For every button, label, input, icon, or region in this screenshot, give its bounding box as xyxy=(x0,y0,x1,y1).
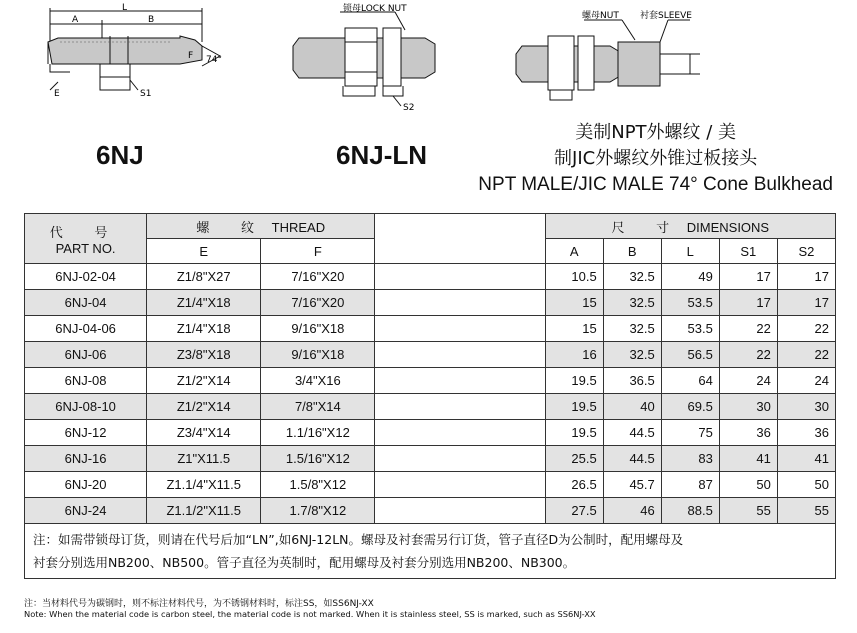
lock-nut-label: 锁母LOCK NUT xyxy=(343,4,407,14)
cell-s1: 50 xyxy=(719,472,777,498)
title-cn-line1: 美制NPT外螺纹 / 美 xyxy=(575,122,737,143)
table-row xyxy=(25,290,836,316)
cell-l: 56.5 xyxy=(661,342,719,368)
footnote-en: Note: When the material code is carbon steel, the material code is not marked. When it is stainless steel, SS is marked, such as SS6NJ-XX xyxy=(24,609,596,619)
table-row xyxy=(25,472,836,498)
cell-e: Z1/4"X18 xyxy=(147,290,261,316)
cell-e: Z1/2"X14 xyxy=(147,394,261,420)
cell-e: Z3/4"X14 xyxy=(147,420,261,446)
cell-blank xyxy=(375,394,545,420)
cell-blank xyxy=(375,264,545,290)
cell-b: 36.5 xyxy=(603,368,661,394)
cell-blank xyxy=(375,368,545,394)
label-s2: S2 xyxy=(403,103,415,113)
cell-blank xyxy=(375,446,545,472)
cell-s1: 22 xyxy=(719,342,777,368)
cell-blank xyxy=(375,316,545,342)
cell-f: 7/16"X20 xyxy=(261,264,375,290)
cell-e: Z1.1/2"X11.5 xyxy=(147,498,261,524)
table-row xyxy=(25,368,836,394)
col-header-b: B xyxy=(603,239,661,264)
cell-e: Z1.1/4"X11.5 xyxy=(147,472,261,498)
cell-s2: 36 xyxy=(777,420,835,446)
cell-b: 32.5 xyxy=(603,316,661,342)
dim-b-label: B xyxy=(148,15,155,25)
cell-s2: 41 xyxy=(777,446,835,472)
model-6nj-ln: 6NJ-LN xyxy=(336,140,428,170)
label-s1: S1 xyxy=(140,89,152,99)
cell-e: Z3/8"X18 xyxy=(147,342,261,368)
cell-b: 32.5 xyxy=(603,290,661,316)
cell-s2: 22 xyxy=(777,342,835,368)
cell-s2: 24 xyxy=(777,368,835,394)
cell-part: 6NJ-04-06 xyxy=(25,316,147,342)
table-row xyxy=(25,264,836,290)
cell-e: Z1"X11.5 xyxy=(147,446,261,472)
cell-f: 9/16"X18 xyxy=(261,342,375,368)
cell-blank xyxy=(375,472,545,498)
product-title xyxy=(478,120,833,198)
table-row xyxy=(25,342,836,368)
label-f: F xyxy=(188,51,194,61)
cell-a: 27.5 xyxy=(545,498,603,524)
cell-s2: 55 xyxy=(777,498,835,524)
cell-s1: 36 xyxy=(719,420,777,446)
cell-b: 44.5 xyxy=(603,420,661,446)
cell-s1: 55 xyxy=(719,498,777,524)
cell-s2: 30 xyxy=(777,394,835,420)
cell-blank xyxy=(375,420,545,446)
cell-f: 1.5/16"X12 xyxy=(261,446,375,472)
cell-f: 9/16"X18 xyxy=(261,316,375,342)
part-no-header: 代 号 PART NO. xyxy=(25,214,147,264)
col-header-l: L xyxy=(661,239,719,264)
cell-f: 1.1/16"X12 xyxy=(261,420,375,446)
cell-e: Z1/4"X18 xyxy=(147,316,261,342)
table-row xyxy=(25,446,836,472)
col-header-f: F xyxy=(261,239,375,264)
cell-blank xyxy=(375,498,545,524)
cell-f: 3/4"X16 xyxy=(261,368,375,394)
label-e: E xyxy=(54,89,60,99)
cell-f: 1.5/8"X12 xyxy=(261,472,375,498)
cell-part: 6NJ-24 xyxy=(25,498,147,524)
spec-table xyxy=(24,213,836,579)
blank-column-header xyxy=(375,214,545,264)
cell-e: Z1/8"X27 xyxy=(147,264,261,290)
cell-s1: 17 xyxy=(719,264,777,290)
cell-blank xyxy=(375,290,545,316)
fitting-drawing-assembly xyxy=(510,2,710,114)
fitting-drawing-6nj-ln xyxy=(285,2,460,114)
cell-blank xyxy=(375,342,545,368)
title-en: NPT MALE/JIC MALE 74° Cone Bulkhead xyxy=(478,174,833,195)
col-header-s1: S1 xyxy=(719,239,777,264)
cell-l: 49 xyxy=(661,264,719,290)
cell-a: 19.5 xyxy=(545,420,603,446)
table-row xyxy=(25,316,836,342)
cell-l: 53.5 xyxy=(661,290,719,316)
table-row xyxy=(25,420,836,446)
cell-a: 26.5 xyxy=(545,472,603,498)
cell-a: 10.5 xyxy=(545,264,603,290)
cell-part: 6NJ-04 xyxy=(25,290,147,316)
cell-part: 6NJ-08-10 xyxy=(25,394,147,420)
table-note: 注：如需带锁母订货，则请在代号后加“LN”,如6NJ-12LN。螺母及衬套需另行订货，管子直径D为公制时，配用螺母及 衬套分别选用NB200、NB500。管子直径为英制时，配用螺母及衬套分别选用NB200、NB300。 xyxy=(25,524,836,579)
cell-a: 19.5 xyxy=(545,394,603,420)
col-header-s2: S2 xyxy=(777,239,835,264)
cell-part: 6NJ-20 xyxy=(25,472,147,498)
cell-a: 19.5 xyxy=(545,368,603,394)
cell-part: 6NJ-16 xyxy=(25,446,147,472)
dim-l-label: L xyxy=(122,3,128,13)
cell-f: 7/16"X20 xyxy=(261,290,375,316)
cell-s1: 41 xyxy=(719,446,777,472)
cell-a: 15 xyxy=(545,290,603,316)
cell-part: 6NJ-06 xyxy=(25,342,147,368)
fitting-drawing-6nj xyxy=(30,2,230,102)
cell-f: 7/8"X14 xyxy=(261,394,375,420)
cell-b: 40 xyxy=(603,394,661,420)
cell-a: 16 xyxy=(545,342,603,368)
table-row xyxy=(25,498,836,524)
cell-s2: 17 xyxy=(777,264,835,290)
cell-a: 25.5 xyxy=(545,446,603,472)
cell-l: 75 xyxy=(661,420,719,446)
cell-l: 53.5 xyxy=(661,316,719,342)
title-cn-line2: 制JIC外螺纹外锥过板接头 xyxy=(554,148,758,169)
model-6nj: 6NJ xyxy=(96,140,144,170)
col-header-a: A xyxy=(545,239,603,264)
cell-l: 83 xyxy=(661,446,719,472)
cell-l: 88.5 xyxy=(661,498,719,524)
cell-part: 6NJ-02-04 xyxy=(25,264,147,290)
cell-f: 1.7/8"X12 xyxy=(261,498,375,524)
cell-b: 32.5 xyxy=(603,342,661,368)
nut-label: 螺母NUT xyxy=(582,11,619,21)
sleeve-label: 衬套SLEEVE xyxy=(640,11,692,21)
dim-a-label: A xyxy=(72,15,79,25)
cell-l: 64 xyxy=(661,368,719,394)
cell-s2: 22 xyxy=(777,316,835,342)
cell-s1: 24 xyxy=(719,368,777,394)
cell-s1: 22 xyxy=(719,316,777,342)
cell-s2: 17 xyxy=(777,290,835,316)
table-row xyxy=(25,394,836,420)
cell-s1: 17 xyxy=(719,290,777,316)
cell-s2: 50 xyxy=(777,472,835,498)
cell-b: 32.5 xyxy=(603,264,661,290)
dimensions-header: 尺 寸 DIMENSIONS xyxy=(545,214,835,239)
cell-s1: 30 xyxy=(719,394,777,420)
cell-e: Z1/2"X14 xyxy=(147,368,261,394)
cell-a: 15 xyxy=(545,316,603,342)
cell-b: 45.7 xyxy=(603,472,661,498)
angle-label: 74° xyxy=(206,55,222,65)
cell-b: 44.5 xyxy=(603,446,661,472)
cell-part: 6NJ-12 xyxy=(25,420,147,446)
thread-header: 螺 纹 THREAD xyxy=(147,214,375,239)
cell-l: 87 xyxy=(661,472,719,498)
cell-b: 46 xyxy=(603,498,661,524)
footnote-cn: 注：当材料代号为碳钢时，则不标注材料代号，为不锈钢材料时，标注SS，如SS6NJ-XX xyxy=(24,599,374,609)
cell-l: 69.5 xyxy=(661,394,719,420)
col-header-e: E xyxy=(147,239,261,264)
cell-part: 6NJ-08 xyxy=(25,368,147,394)
